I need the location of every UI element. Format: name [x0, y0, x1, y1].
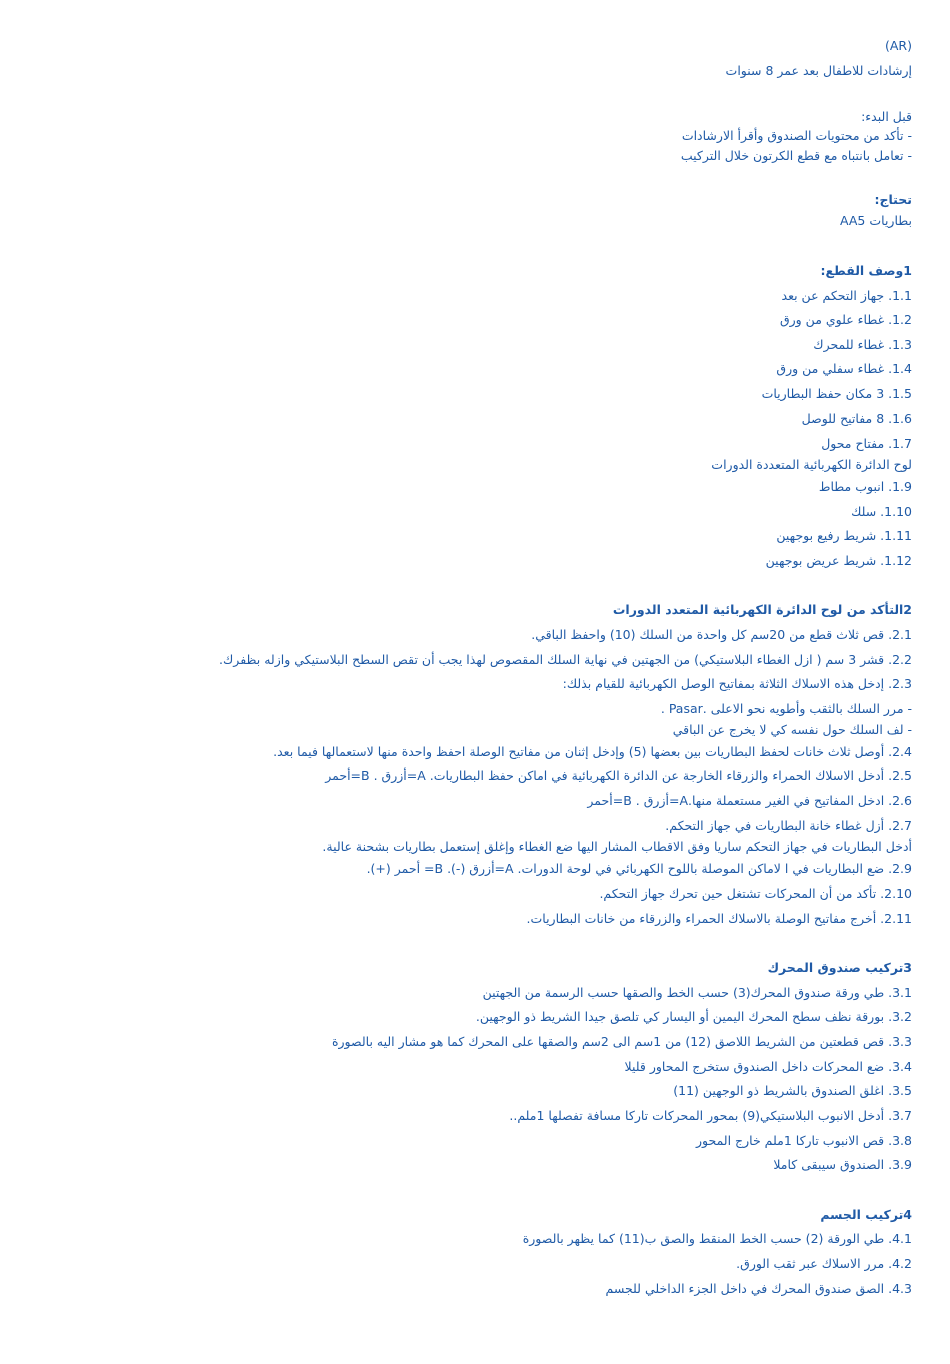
parts-list-item: 1.1. جهاز التحكم عن بعد [781, 288, 912, 303]
parts-list-item: 1.3. غطاء للمحرك [813, 337, 912, 352]
parts-list-item: 1.4. غطاء سفلي من ورق [776, 361, 912, 376]
step-item: 2.10. تأكد من أن المحركات تشتغل حين تحرك جهاز التحكم. [599, 886, 912, 901]
step-item: 2.3. إدخل هذه الاسلاك الثلاثة بمفاتيح الوصل الكهربائية للقيام بذلك: [562, 676, 912, 691]
step-item: 3.7. أدخل الانبوب البلاستيكي(9) بمحور المحركات تاركا مسافة تفصلها 1ملم.. [509, 1108, 912, 1123]
step-item: 4.1. طي الورقة (2) حسب الخط المنقط والصق ب(11) كما يظهر بالصورة [522, 1231, 912, 1246]
parts-list-item: 1.2. غطاء علوي من ورق [779, 312, 912, 327]
step-item: 2.5. أدخل الاسلاك الحمراء والزرقاء الخارجة عن الدائرة الكهربائية في اماكن حفظ البطاريات. A=أزرق . B=أحمر [325, 768, 912, 783]
step-item: 2.2. قشر 3 سم ( ازل الغطاء البلاستيكي) من الجهتين في نهاية السلك المقصوص لهذا يجب أن تقص السطح البلاستيكي وازله بظفرك. [219, 652, 912, 667]
step-item: 3.2. بورقة نظف سطح المحرك اليمين أو اليسار كي تلصق جيدا الشريط ذو الوجهين. [475, 1009, 912, 1024]
step-item: 2.4. أوصل ثلاث خانات لحفظ البطاريات بين بعضها (5) وإدخل إثنان من مفاتيح الوصلة احفظ واحدة منها لاستعمالها فيما بعد. [273, 744, 912, 759]
section4-heading: 4تركيب الجسم [820, 1207, 912, 1222]
needs-value: بطاريات AA5 [839, 213, 912, 228]
step-item: 3.9. الصندوق سيبقى كاملا [773, 1157, 912, 1172]
step-item: 2.6. ادخل المفاتيح في الغير مستعملة منها.A=أزرق . B=أحمر [587, 793, 912, 808]
step-item: 4.2. مرر الاسلاك عبر ثقب الورق. [736, 1256, 912, 1271]
step-item: 2.1. قص ثلاث قطع من 20سم كل واحدة من السلك (10) واحفظ الباقي. [531, 627, 912, 642]
language-code: (AR) [885, 38, 912, 53]
step-item: 3.1. طي ورقة صندوق المحرك(3) حسب الخط والصقها حسب الرسمة من الجهتين [482, 985, 912, 1000]
step-item: 3.8. قص الانبوب تاركا 1ملم خارج المحور [696, 1133, 912, 1148]
step-item: 3.3. قص قطعتين من الشريط اللاصق (12) من 1سم الى 2سم والصقها على المحرك كما هو مشار اليه بالصورة [331, 1034, 912, 1049]
parts-list-item: لوح الدائرة الكهربائية المتعددة الدورات [711, 457, 912, 472]
step-item: - مرر السلك بالثقب وأطويه نحو الاعلى .Pasar . [660, 701, 912, 716]
parts-list-item: 1.12. شريط عريض بوجهين [765, 553, 912, 568]
section2-heading: 2التأكد من لوح الدائرة الكهربائية المتعدد الدورات [612, 602, 912, 617]
document-subtitle: إرشادات للاطفال بعد عمر 8 سنوات [725, 63, 912, 78]
step-item: أدخل البطاريات في جهاز التحكم ساريا وفق الاقطاب المشار اليها ضع الغطاء وإغلق إستعمل بطاريات بشحنة عالية. [322, 839, 912, 854]
step-item: 2.11. أخرج مفاتيح الوصلة بالاسلاك الحمراء والزرقاء من خانات البطاريات. [526, 911, 912, 926]
step-item: 2.7. أزل غطاء خانة البطاريات في جهاز التحكم. [665, 818, 912, 833]
step-item: 3.5. اغلق الصندوق بالشريط ذو الوجهين (11) [673, 1083, 912, 1098]
needs-heading: تحتاج: [874, 192, 912, 207]
step-item: - لف السلك حول نفسه كي لا يخرج عن الباقي [672, 722, 912, 737]
parts-list-item: 1.11. شريط رفيع بوجهين [776, 528, 912, 543]
section3-heading: 3تركيب صندوق المحرك [767, 960, 912, 975]
step-item: 4.3. الصق صندوق المحرك في داخل الجزء الداخلي للجسم [605, 1281, 912, 1296]
before-start-heading: قبل البدء: [861, 109, 912, 124]
parts-list-item: 1.7. مفتاح محول [821, 436, 912, 451]
parts-list-item: 1.10. سلك [851, 504, 912, 519]
step-item: 3.4. ضع المحركات داخل الصندوق ستخرج المحاور قليلا [624, 1059, 912, 1074]
step-item: 2.9. ضع البطاريات في ا لاماكن الموصلة باللوح الكهربائي في لوحة الدورات. A=أزرق (-). B= أحمر (+). [366, 861, 912, 876]
before-start-item: - تأكد من محتويات الصندوق وأقرأ الارشادات [681, 128, 912, 143]
parts-list-item: 1.9. انبوب مطاط [818, 479, 912, 494]
section1-heading: 1وصف القطع: [820, 263, 912, 278]
parts-list-item: 1.6. 8 مفاتيح للوصل [801, 411, 912, 426]
parts-list-item: 1.5. 3 مكان حفظ البطاريات [761, 386, 912, 401]
before-start-item: - تعامل بانتباه مع قطع الكرتون خلال التركيب [680, 148, 912, 163]
